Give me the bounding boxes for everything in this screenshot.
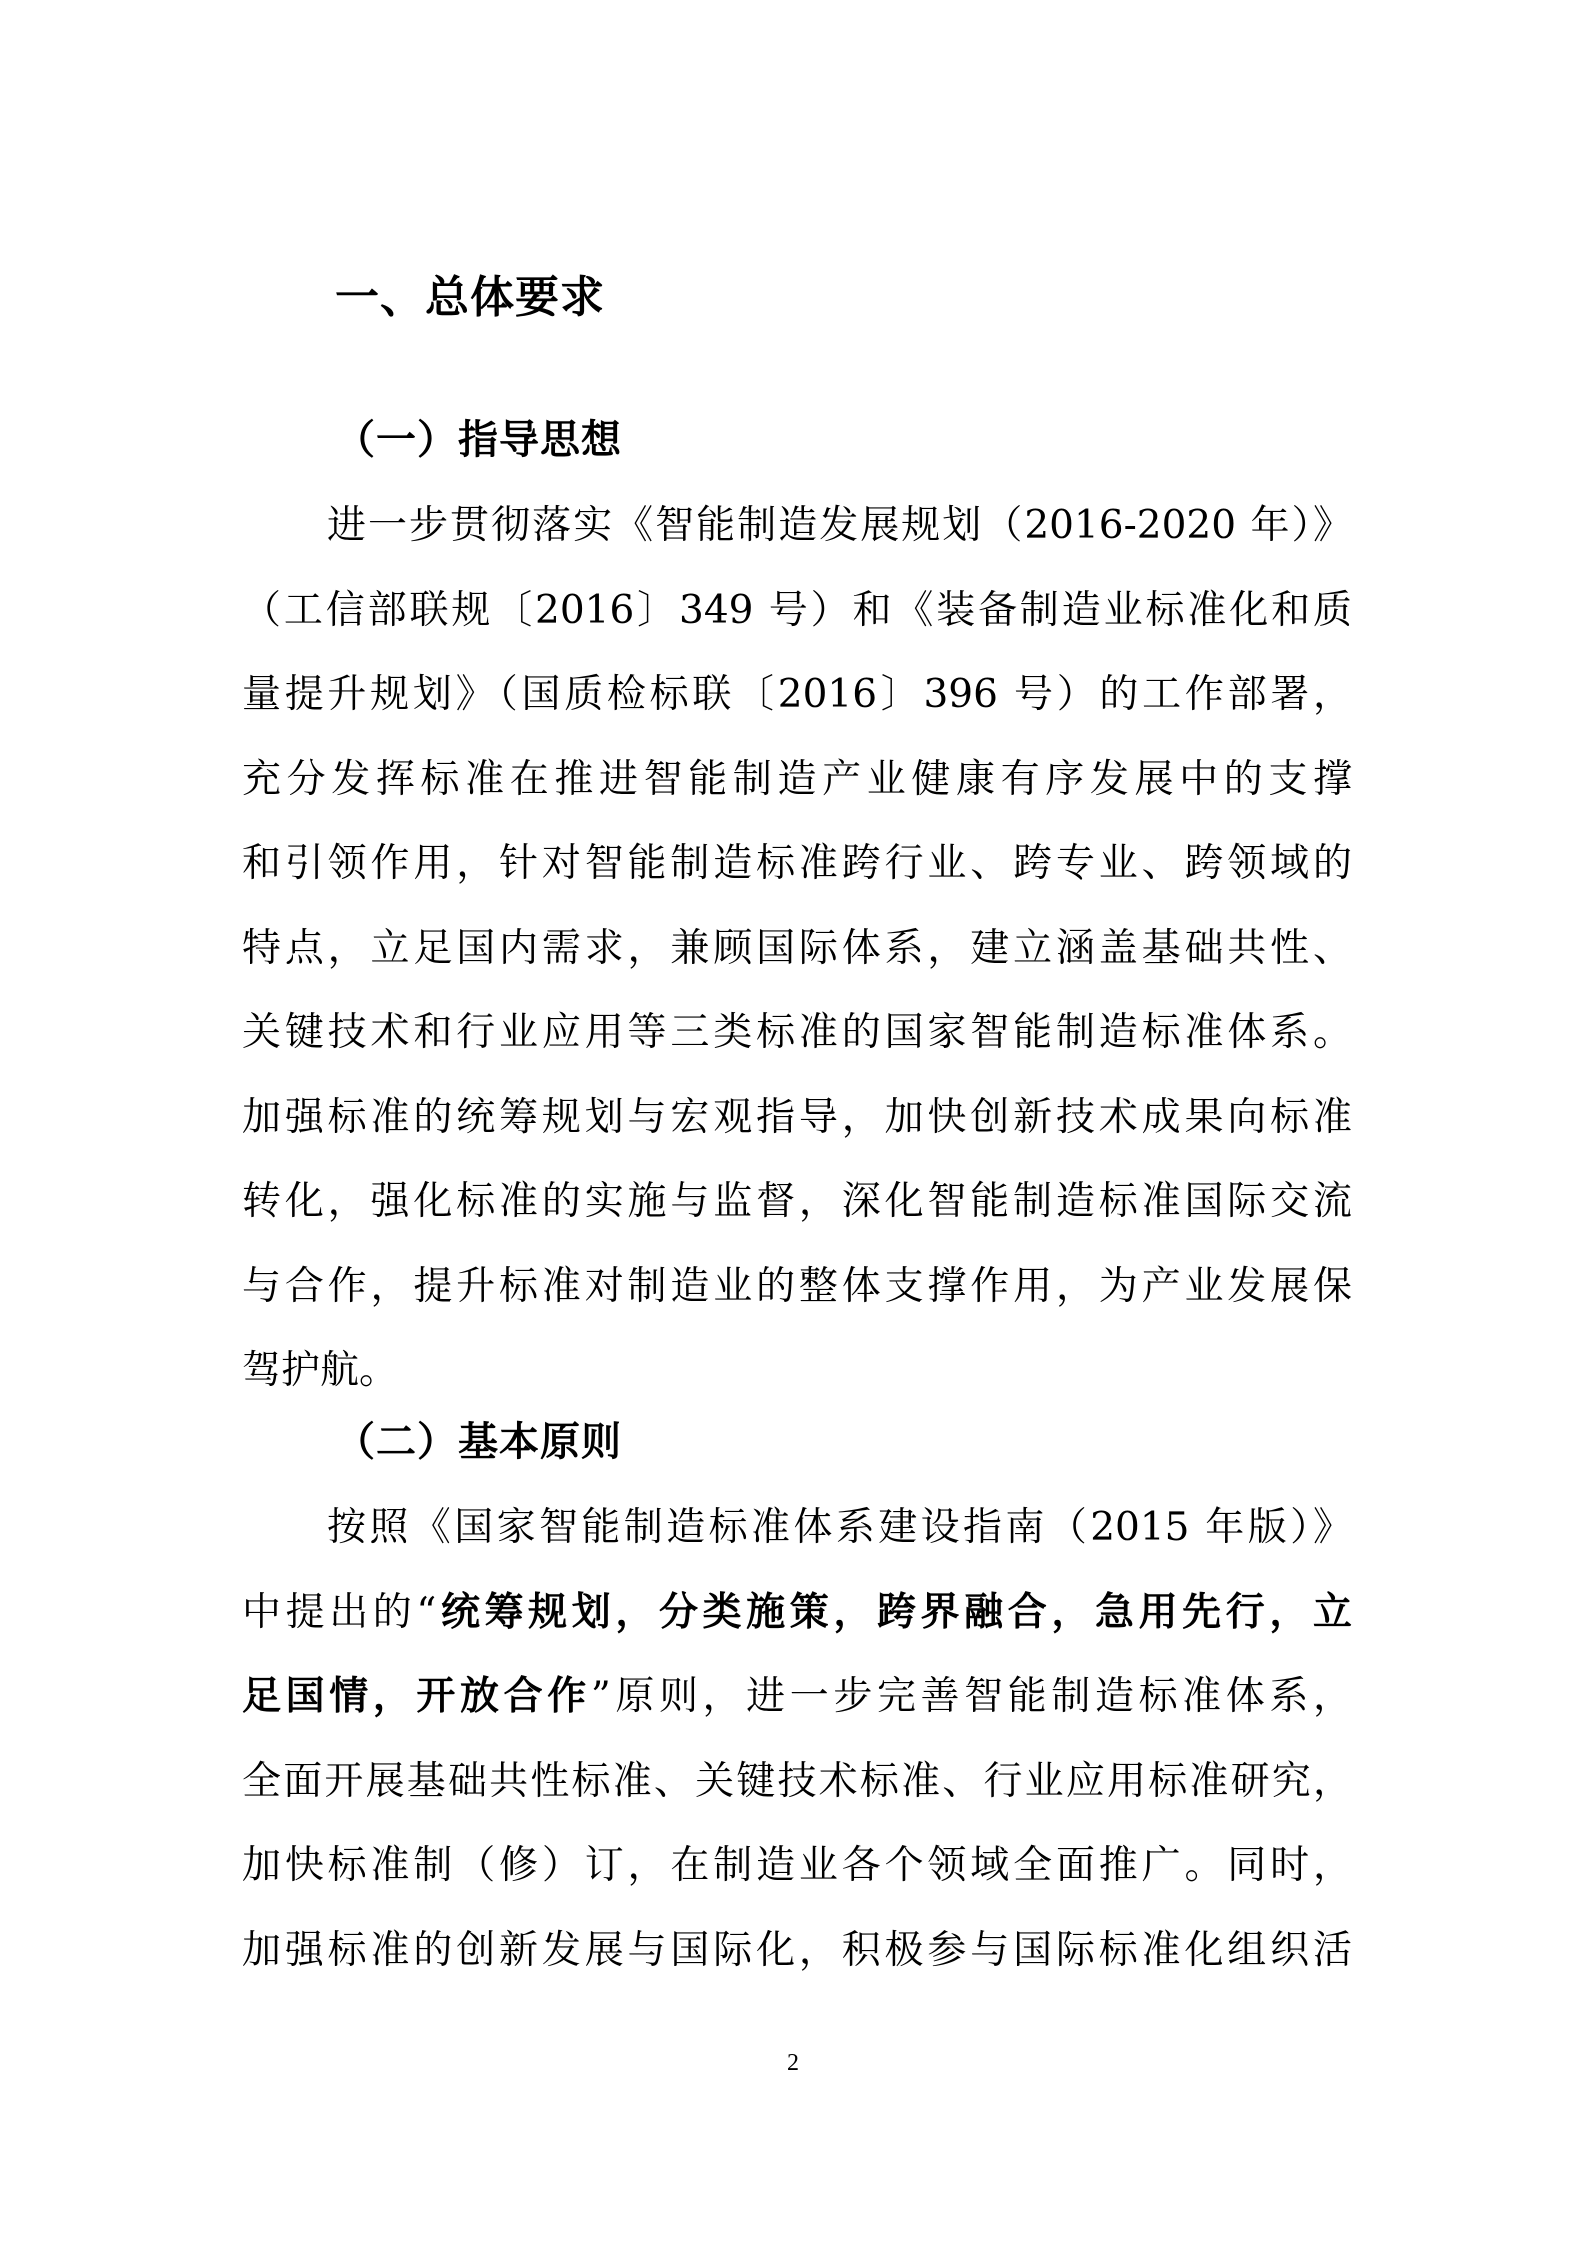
paragraph-basic-principles (242, 1486, 1352, 1993)
text-run: 中提出的“ (242, 1589, 437, 1635)
paragraph-line: 量提升规划》（国质检标联〔2016〕396 号）的工作部署， (242, 672, 1352, 717)
paragraph-line (242, 1655, 1352, 1740)
paragraph-line: 关键技术和行业应用等三类标准的国家智能制造标准体系。 (242, 1010, 1352, 1055)
subsection-heading-basic-principles: （二）基本原则 (335, 1419, 622, 1465)
paragraph-guiding-ideology (242, 484, 1352, 1414)
paragraph-line: 与合作，提升标准对制造业的整体支撑作用，为产业发展保 (242, 1263, 1352, 1309)
paragraph-line: （工信部联规〔2016〕349 号）和《装备制造业标准化和质 (242, 587, 1352, 633)
paragraph-line (242, 1571, 1352, 1656)
paragraph-line: 特点，立足国内需求，兼顾国际体系，建立涵盖基础共性、 (242, 925, 1352, 971)
paragraph-line: 加强标准的创新发展与国际化，积极参与国际标准化组织活 (242, 1927, 1352, 1973)
paragraph-line: 加快标准制（修）订，在制造业各个领域全面推广。同时， (242, 1843, 1352, 1888)
paragraph-line: 转化，强化标准的实施与监督，深化智能制造标准国际交流 (242, 1179, 1352, 1224)
paragraph-line: 加强标准的统筹规划与宏观指导，加快创新技术成果向标准 (242, 1094, 1352, 1140)
principles-emphasis: 足国情，开放合作 (242, 1674, 591, 1719)
text-run: ”原则，进一步完善智能制造标准体系， (590, 1674, 1352, 1719)
section-heading: 一、总体要求 (335, 272, 605, 323)
paragraph-line: 按照《国家智能制造标准体系建设指南（2015 年版）》 (327, 1505, 1352, 1550)
page-number: 2 (787, 2050, 799, 2076)
paragraph-line: 和引领作用，针对智能制造标准跨行业、跨专业、跨领域的 (242, 841, 1352, 886)
paragraph-line: 进一步贯彻落实《智能制造发展规划（2016-2020 年）》 (327, 503, 1352, 548)
paragraph-line: 全面开展基础共性标准、关键技术标准、行业应用标准研究， (242, 1758, 1352, 1804)
principles-emphasis: 统筹规划，分类施策，跨界融合，急用先行，立 (436, 1589, 1352, 1635)
paragraph-line: 驾护航。 (242, 1348, 399, 1393)
paragraph-line: 充分发挥标准在推进智能制造产业健康有序发展中的支撑 (242, 756, 1352, 802)
subsection-heading-guiding-ideology: （一）指导思想 (335, 417, 622, 463)
